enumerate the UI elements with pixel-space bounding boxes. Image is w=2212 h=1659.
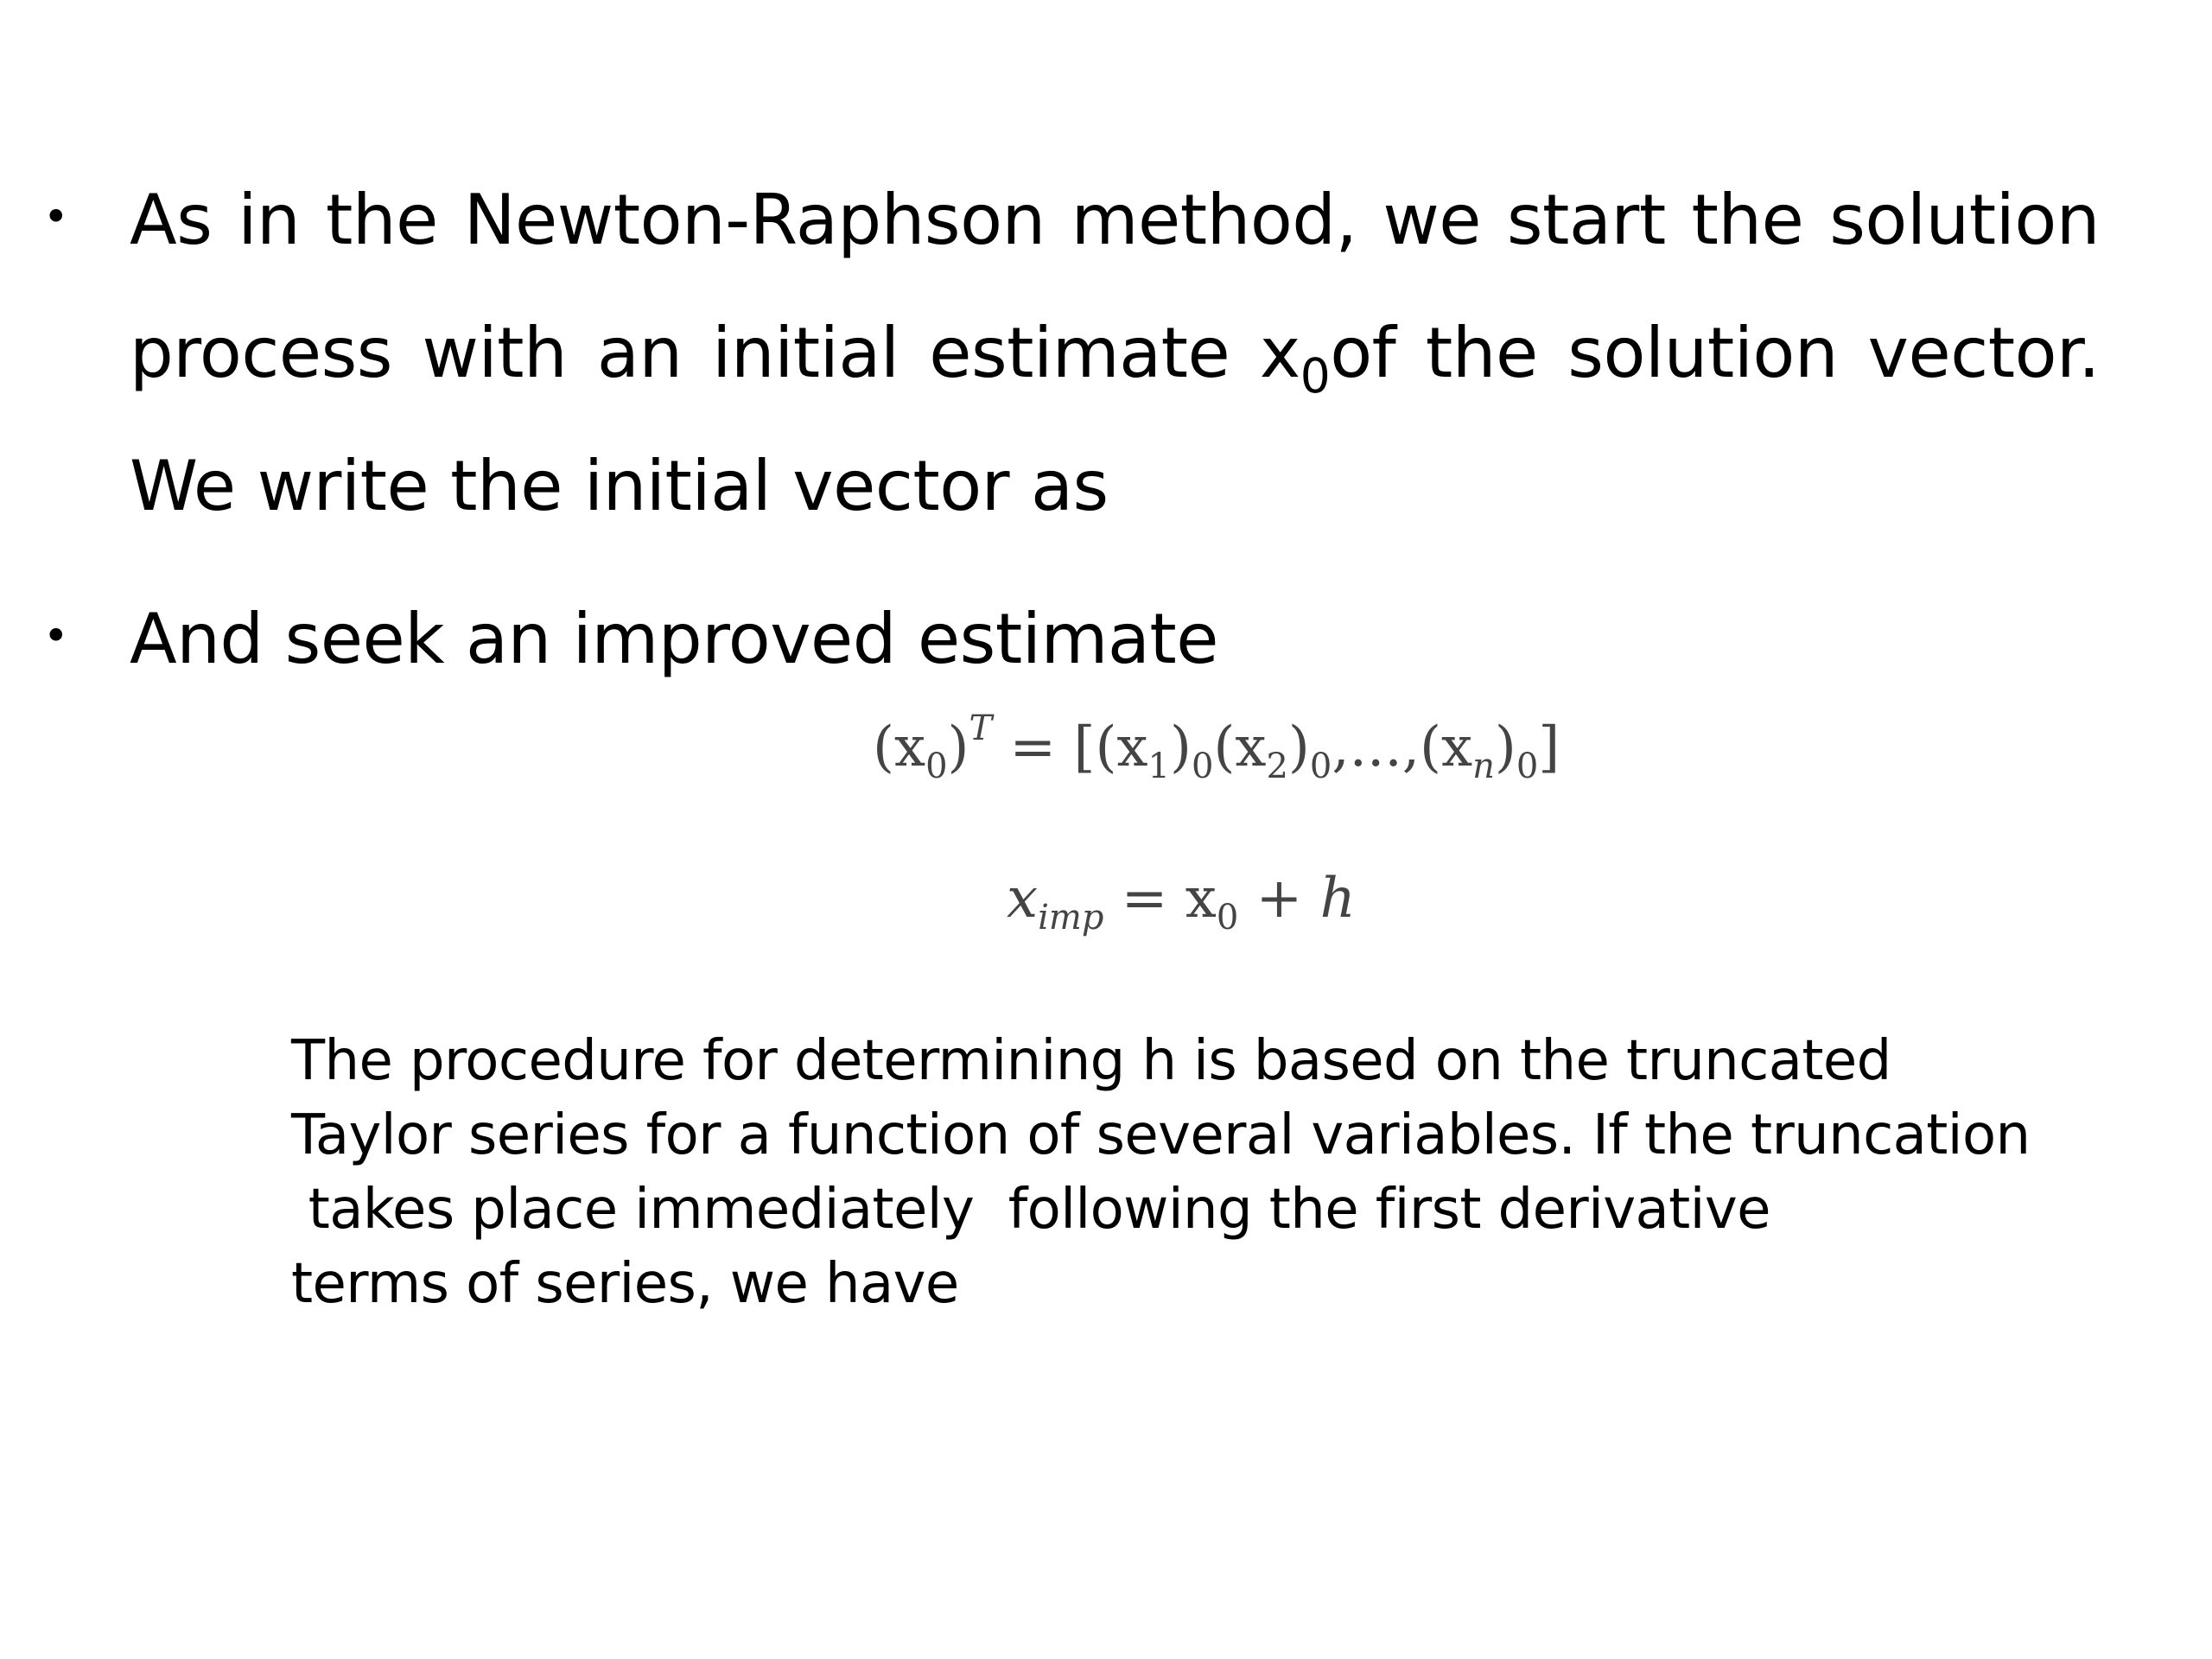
bullet-1-line-2-pre: process with an initial estimate x bbox=[130, 313, 1300, 393]
paragraph-line-1: The procedure for determining h is based on the truncated bbox=[291, 1029, 1891, 1093]
bullet-dot: • bbox=[43, 611, 69, 661]
eq1-tn-open: (x bbox=[1420, 715, 1473, 779]
paragraph-line-4: terms of series, we have bbox=[291, 1252, 959, 1316]
bullet-dot: • bbox=[43, 192, 69, 242]
eq1-equals: = [(x bbox=[992, 715, 1148, 779]
eq1-tn-sub: n bbox=[1472, 747, 1495, 786]
equation-initial-vector bbox=[873, 709, 1560, 786]
bullet-text-2: And seek an improved estimate bbox=[130, 599, 1218, 679]
bullet-1-line-1: As in the Newton-Raphson method, we start the solution bbox=[130, 180, 2100, 260]
eq1-t2-sub: 2 bbox=[1266, 747, 1288, 786]
bullet-text-1 bbox=[130, 154, 2100, 553]
eq1-t2-close: ) bbox=[1287, 715, 1310, 779]
eq1-lhs-sub: 0 bbox=[925, 747, 948, 786]
eq1-transpose-sup: T bbox=[969, 709, 993, 748]
eq2-rest: + h bbox=[1238, 867, 1356, 931]
eq1-tn-outer-sub: 0 bbox=[1516, 747, 1539, 786]
paragraph-line-2: Taylor series for a function of several variables. If the truncation bbox=[291, 1103, 2031, 1167]
eq2-lhs: x bbox=[1007, 867, 1039, 931]
eq2-lhs-sub: imp bbox=[1038, 898, 1104, 938]
eq1-t1-close: ) bbox=[1169, 715, 1192, 779]
eq1-t1-sub: 1 bbox=[1147, 747, 1170, 786]
eq1-ellipsis: ,..., bbox=[1332, 715, 1421, 779]
bullet-1-line-3: We write the initial vector as bbox=[130, 446, 1109, 526]
eq1-lhs-close: ) bbox=[947, 715, 969, 779]
eq1-tn-close: ) bbox=[1494, 715, 1516, 779]
bullet-item-1 bbox=[43, 154, 2100, 553]
eq2-rhs-sub: 0 bbox=[1216, 898, 1239, 938]
paragraph-line-3: takes place immediately following the first derivative bbox=[291, 1178, 1770, 1242]
eq1-t2-open: (x bbox=[1213, 715, 1267, 779]
explanation-paragraph bbox=[291, 1024, 2030, 1321]
bullet-1-line-2 bbox=[130, 287, 2100, 420]
eq1-t1-outer-sub: 0 bbox=[1191, 747, 1214, 786]
eq2-equals: = x bbox=[1103, 867, 1217, 931]
equation-improved-estimate bbox=[1007, 867, 1356, 938]
bullet-1-line-2-post: of the solution vector. bbox=[1330, 313, 2100, 393]
eq1-close-bracket: ] bbox=[1538, 715, 1560, 779]
bullet-item-2 bbox=[43, 573, 2100, 706]
eq1-lhs: (x bbox=[873, 715, 926, 779]
eq1-t2-outer-sub: 0 bbox=[1309, 747, 1332, 786]
x0-subscript: 0 bbox=[1300, 348, 1331, 404]
